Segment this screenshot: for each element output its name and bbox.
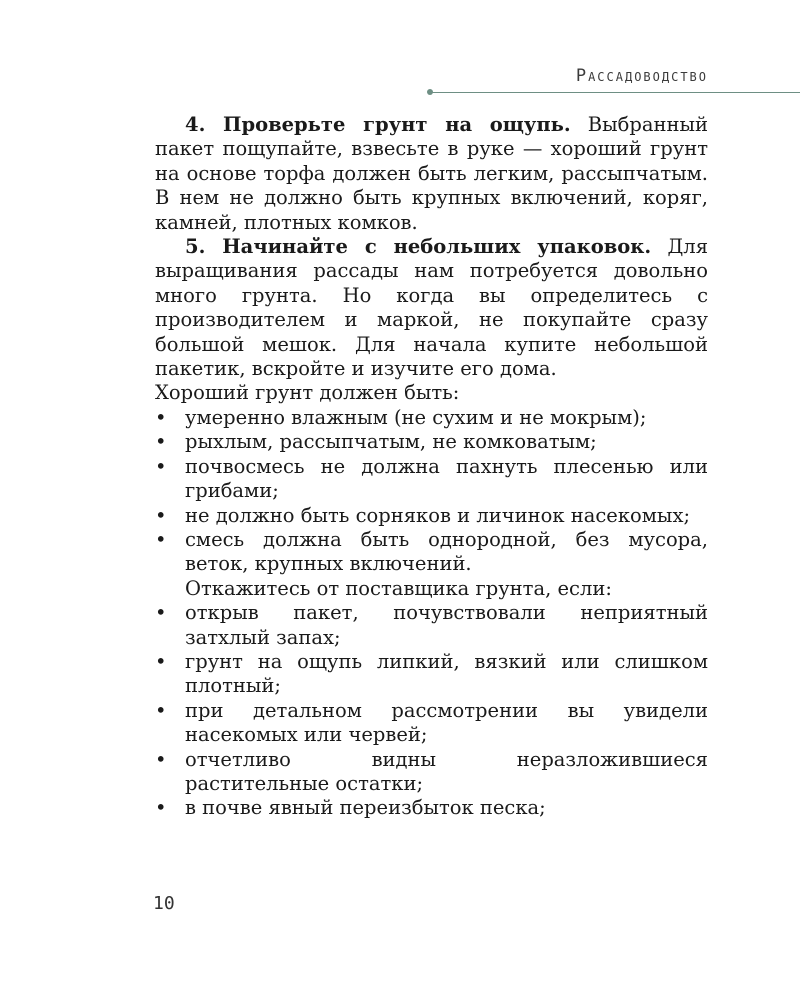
paragraph-5-text: Для выращивания рассады нам потребуется довольно много грунта. Но когда вы определитесь с производителем и маркой, не покупайте сразу большой мешок. Для начала купите небольшой пакетик, вскройте и изучите его дома.: [155, 235, 708, 381]
bullet-icon: •: [155, 796, 167, 820]
page-number: 10: [153, 893, 175, 914]
bullet-icon: •: [155, 527, 167, 551]
list-item-text: грунт на ощупь липкий, вязкий или слишком плотный;: [185, 649, 708, 698]
list-item-text: не должно быть сорняков и личинок насекомых;: [185, 503, 691, 527]
paragraph-5: [155, 235, 708, 381]
list-item-text: открыв пакет, почувствовали неприятный затхлый запах;: [185, 601, 708, 649]
header-rule-dot: [427, 89, 433, 95]
body-text: [155, 113, 708, 821]
list-item: [155, 504, 708, 528]
paragraph-4-heading: 4. Проверьте грунт на ощупь.: [185, 113, 571, 136]
paragraph-4-text: Выбранный пакет пощупайте, взвесьте в руке — хороший грунт на основе торфа должен быть легким, рассыпчатым. В нем не должно быть крупных включений, коряг, камней, плотных комков.: [155, 113, 708, 234]
header-rule: [430, 92, 800, 93]
bullet-icon: •: [155, 649, 167, 673]
list-item-text: при детальном рассмотрении вы увидели насекомых или червей;: [185, 698, 708, 747]
list-item-text: отчетливо видны неразложившиеся растительные остатки;: [185, 747, 708, 795]
list-item-text: смесь должна быть однородной, без мусора, веток, крупных включений.: [185, 527, 708, 576]
reject-list: [155, 601, 708, 821]
paragraph-5-heading: 5. Начинайте с небольших упаковок.: [185, 235, 652, 259]
list-item-text: почвосмесь не должна пахнуть плесенью или грибами;: [185, 454, 708, 503]
bullet-icon: •: [155, 454, 167, 478]
running-head: Рассадоводство: [575, 66, 708, 86]
bullet-icon: •: [155, 405, 167, 429]
list-item-text: в почве явный переизбыток песка;: [185, 796, 546, 820]
reject-intro: Откажитесь от поставщика грунта, если:: [185, 576, 612, 600]
paragraph-4: [155, 113, 708, 235]
list-item: [155, 748, 708, 797]
list-item: [155, 601, 708, 650]
list-item: [155, 455, 708, 504]
list-item-text: рыхлым, рассыпчатым, не комковатым;: [185, 430, 597, 454]
bullet-icon: •: [155, 698, 167, 722]
good-soil-list: [155, 406, 708, 577]
list-item: [155, 430, 708, 454]
bullet-icon: •: [155, 601, 167, 625]
list-item: [155, 406, 708, 430]
list-item: [155, 528, 708, 577]
list-item: [155, 650, 708, 699]
bullet-icon: •: [155, 430, 167, 454]
bullet-icon: •: [155, 747, 167, 771]
list-item: [155, 699, 708, 748]
list-item-text: умеренно влажным (не сухим и не мокрым);: [185, 405, 647, 429]
good-soil-intro: Хороший грунт должен быть:: [155, 381, 460, 405]
bullet-icon: •: [155, 503, 167, 527]
list-item: [155, 796, 708, 820]
